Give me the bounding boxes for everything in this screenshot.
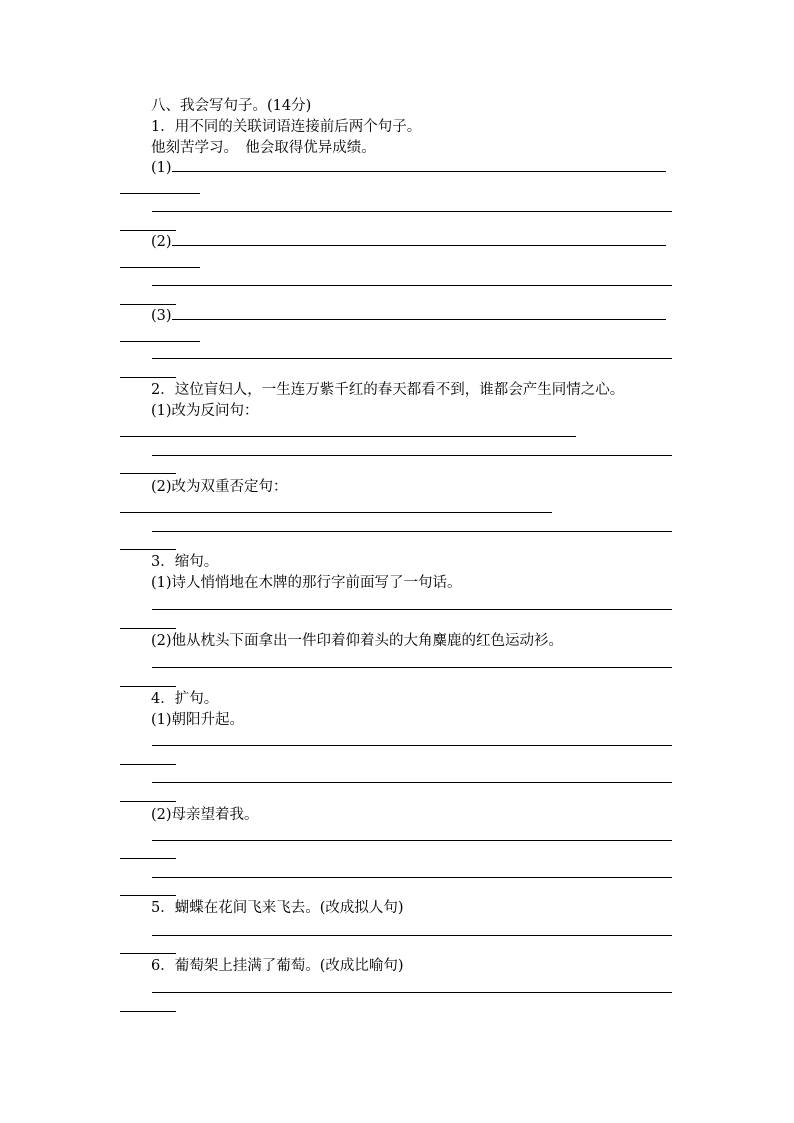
question-3-prompt: 3．缩句。: [151, 554, 219, 570]
item-2-label: (2): [151, 234, 172, 250]
answer-line[interactable]: [120, 801, 176, 802]
answer-line[interactable]: [120, 549, 176, 550]
answer-line[interactable]: [120, 267, 200, 268]
question-1-item-2: [151, 233, 666, 251]
section-title: 八、我会写句子。(14分): [151, 98, 312, 114]
answer-line[interactable]: [120, 304, 176, 305]
answer-line[interactable]: [120, 436, 576, 437]
question-2-sub-1: (1)改为反问句：: [151, 403, 259, 419]
question-4-sub-2: (2)母亲望着我。: [151, 807, 259, 823]
answer-line[interactable]: [152, 609, 672, 610]
answer-line[interactable]: [152, 782, 672, 783]
answer-line[interactable]: [152, 358, 672, 359]
answer-line[interactable]: [152, 992, 672, 993]
item-3-label: (3): [151, 308, 172, 324]
answer-line[interactable]: [120, 953, 176, 954]
answer-line[interactable]: [152, 211, 672, 212]
answer-line[interactable]: [152, 877, 672, 878]
answer-line[interactable]: [120, 858, 176, 859]
question-3-sub-1: (1)诗人悄悄地在木牌的那行字前面写了一句话。: [151, 575, 462, 591]
answer-line[interactable]: [120, 193, 200, 194]
answer-line[interactable]: [152, 840, 672, 841]
answer-line[interactable]: [120, 764, 176, 765]
answer-line[interactable]: [120, 512, 552, 513]
answer-line[interactable]: [120, 1011, 176, 1012]
question-2-prompt: 2．这位盲妇人，一生连万紫千红的春天都看不到，谁都会产生同情之心。: [151, 382, 625, 398]
answer-line[interactable]: [152, 935, 672, 936]
answer-line[interactable]: [120, 341, 200, 342]
question-1-prompt: 1．用不同的关联词语连接前后两个句子。: [151, 119, 422, 135]
question-6-prompt: 6．葡萄架上挂满了葡萄。(改成比喻句): [151, 958, 404, 974]
question-1-item-3: [151, 307, 666, 325]
question-1-sentence: 他刻苦学习。 他会取得优异成绩。: [151, 140, 376, 156]
question-4-sub-1: (1)朝阳升起。: [151, 712, 245, 728]
answer-line[interactable]: [120, 895, 176, 896]
question-1-item-1: [151, 159, 666, 177]
answer-blank[interactable]: [172, 307, 666, 320]
answer-blank[interactable]: [172, 159, 666, 172]
answer-line[interactable]: [120, 473, 176, 474]
question-3-sub-2: (2)他从枕头下面拿出一件印着仰着头的大角麋鹿的红色运动衫。: [151, 633, 564, 649]
answer-line[interactable]: [152, 667, 672, 668]
answer-blank[interactable]: [172, 233, 666, 246]
answer-line[interactable]: [120, 230, 176, 231]
question-5-prompt: 5．蝴蝶在花间飞来飞去。(改成拟人句): [151, 900, 404, 916]
answer-line[interactable]: [152, 285, 672, 286]
answer-line[interactable]: [120, 377, 176, 378]
answer-line[interactable]: [120, 686, 176, 687]
question-2-sub-2: (2)改为双重否定句：: [151, 479, 288, 495]
item-1-label: (1): [151, 160, 172, 176]
answer-line[interactable]: [152, 531, 672, 532]
answer-line[interactable]: [152, 745, 672, 746]
answer-line[interactable]: [152, 455, 672, 456]
answer-line[interactable]: [120, 628, 176, 629]
question-4-prompt: 4．扩句。: [151, 691, 219, 707]
